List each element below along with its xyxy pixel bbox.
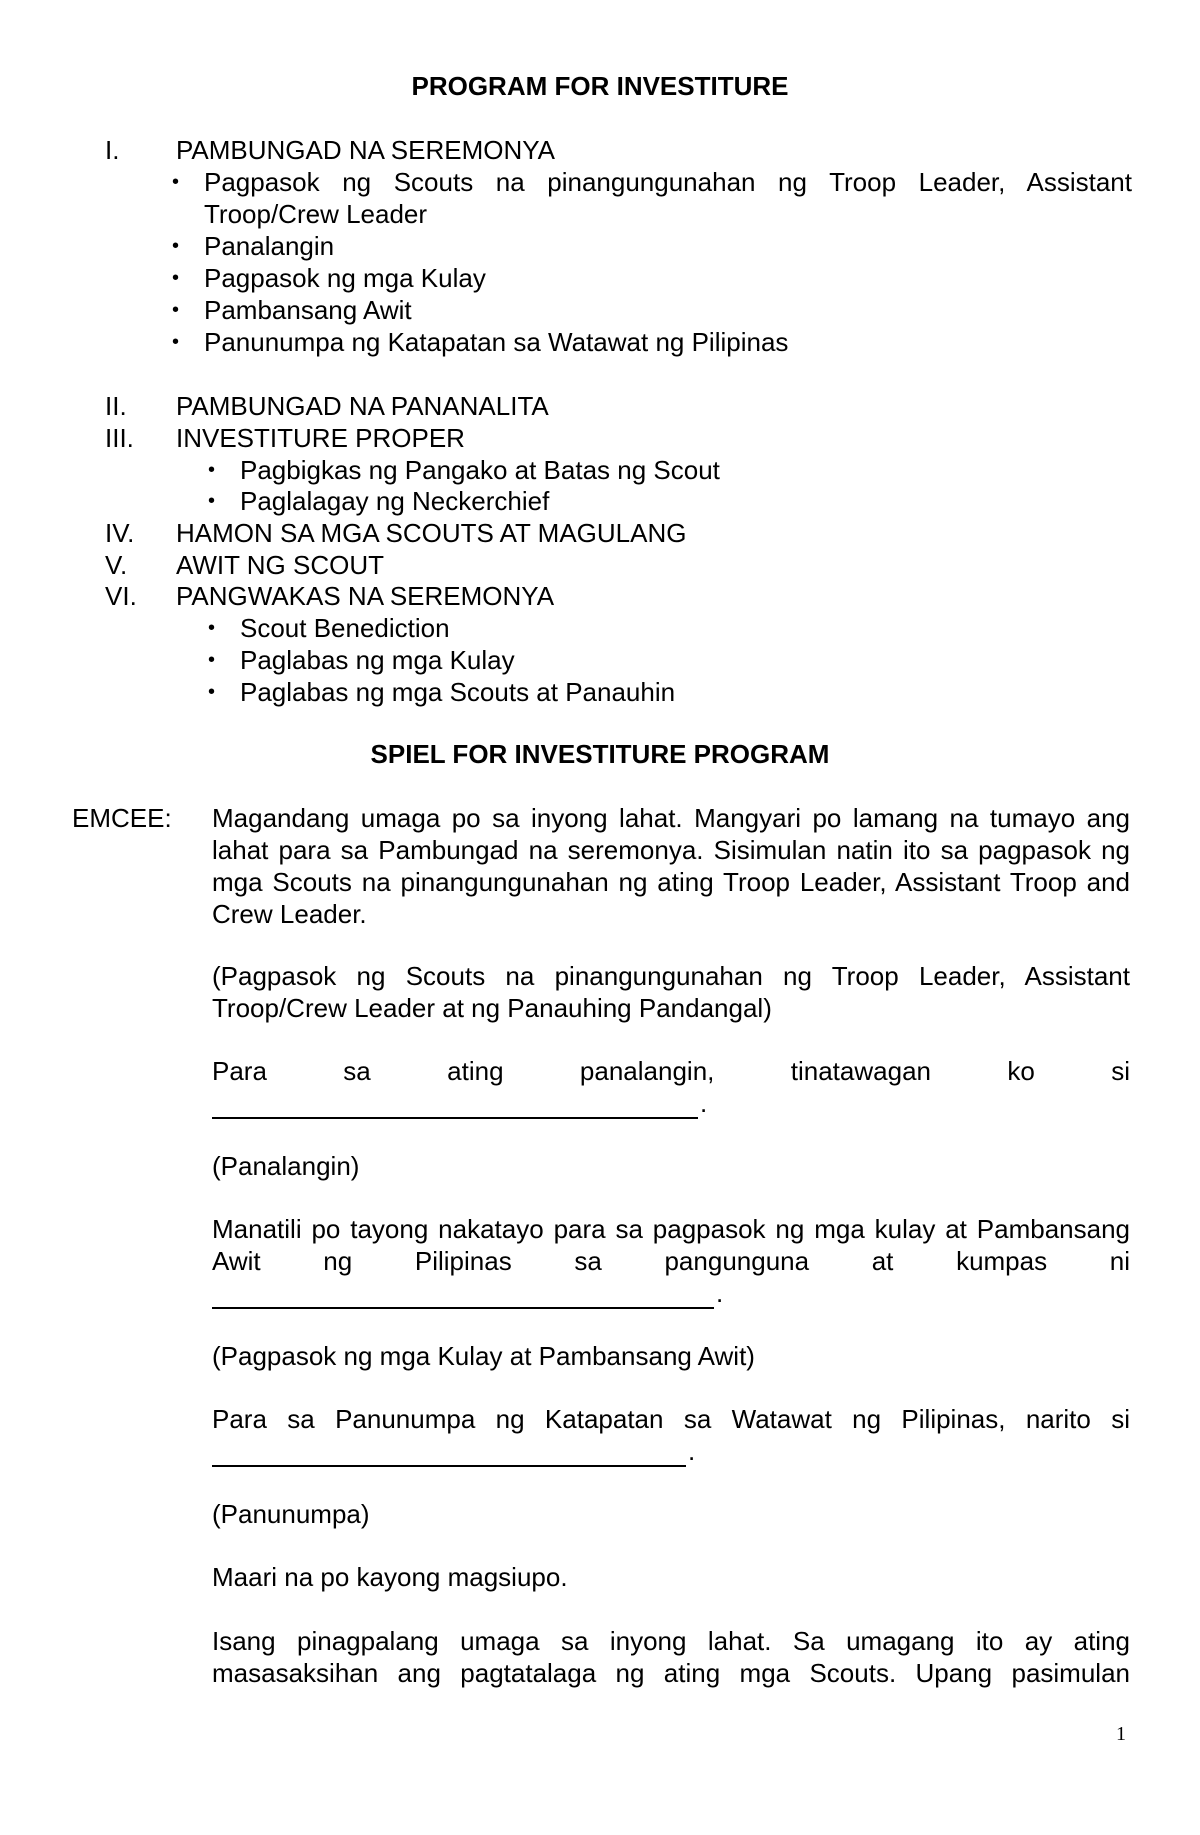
list-item-text: Pagpasok ng mga Kulay <box>204 263 486 293</box>
section-title: AWIT NG SCOUT <box>176 550 384 580</box>
blank-period: . <box>700 1088 708 1118</box>
bullet-icon: • <box>172 267 180 289</box>
section-numeral: III. <box>105 423 134 453</box>
list-item-text: Paglabas ng mga Kulay <box>240 645 515 675</box>
stage-direction: (Pagpasok ng mga Kulay at Pambansang Awit) <box>212 1341 755 1371</box>
bullet-icon: • <box>172 235 180 257</box>
spiel-title: SPIEL FOR INVESTITURE PROGRAM <box>370 739 830 769</box>
list-item <box>172 326 1132 358</box>
section-title: PAMBUNGAD NA SEREMONYA <box>176 135 555 165</box>
list-item <box>208 676 1132 708</box>
list-item <box>208 454 1132 486</box>
bullet-icon: • <box>208 649 216 671</box>
spiel-paragraph: Isang pinagpalang umaga sa inyong lahat. Sa umagang ito ay ating masasaksihan ang pagtatalaga ng ating mga Scouts. Upang pasimulan <box>212 1626 1130 1688</box>
page-number: 1 <box>1116 1723 1126 1745</box>
list-item-text: Pagpasok ng Scouts na pinangungunahan ng Troop Leader, Assistant Troop/Crew Leader <box>204 167 1132 229</box>
spiel-paragraph: Maari na po kayong magsiupo. <box>212 1562 568 1592</box>
list-item <box>172 294 1132 326</box>
list-item <box>172 166 1132 230</box>
list-item <box>172 262 1132 294</box>
bullet-icon: • <box>172 299 180 321</box>
list-item <box>172 230 1132 262</box>
spiel-paragraph: Magandang umaga po sa inyong lahat. Mangyari po lamang na tumayo ang lahat para sa Pambungad na seremonya. Sisimulan natin ito sa pagpasok ng mga Scouts na pinangungunahan ng ating Troop Leader, Assistant Troop and Crew Leader. <box>212 803 1130 929</box>
section-title: INVESTITURE PROPER <box>176 423 465 453</box>
section-title: PANGWAKAS NA SEREMONYA <box>176 581 555 611</box>
program-title: PROGRAM FOR INVESTITURE <box>411 71 789 101</box>
bullet-icon: • <box>208 490 216 512</box>
speaker-label: EMCEE: <box>72 803 172 833</box>
section-numeral: II. <box>105 391 127 421</box>
list-item <box>208 485 1132 517</box>
blank-period: . <box>716 1278 724 1308</box>
section-numeral: VI. <box>105 581 137 611</box>
section-title: HAMON SA MGA SCOUTS AT MAGULANG <box>176 518 687 548</box>
list-item <box>208 644 1132 676</box>
section-numeral: IV. <box>105 518 135 548</box>
bullet-icon: • <box>208 617 216 639</box>
stage-direction: (Pagpasok ng Scouts na pinangungunahan ng Troop Leader, Assistant Troop/Crew Leader at ng Panauhing Pandangal) <box>212 961 1130 1023</box>
list-item-text: Paglabas ng mga Scouts at Panauhin <box>240 677 676 707</box>
spiel-paragraph: Para sa ating panalangin, tinatawagan ko si <box>212 1056 1130 1086</box>
bullet-icon: • <box>208 459 216 481</box>
name-blank <box>212 1087 707 1119</box>
section-numeral: I. <box>105 135 120 165</box>
bullet-icon: • <box>172 331 180 353</box>
section-title: PAMBUNGAD NA PANANALITA <box>176 391 549 421</box>
stage-direction: (Panunumpa) <box>212 1499 370 1529</box>
list-item-text: Scout Benediction <box>240 613 450 643</box>
list-item-text: Panalangin <box>204 231 335 261</box>
blank-period: . <box>688 1436 696 1466</box>
list-item-text: Pagbigkas ng Pangako at Batas ng Scout <box>240 455 720 485</box>
bullet-icon: • <box>172 171 180 193</box>
section-numeral: V. <box>105 550 128 580</box>
bullet-icon: • <box>208 681 216 703</box>
name-blank <box>212 1277 723 1309</box>
list-item-text: Paglalagay ng Neckerchief <box>240 486 550 516</box>
list-item-text: Panunumpa ng Katapatan sa Watawat ng Pilipinas <box>204 327 789 357</box>
spiel-paragraph: Manatili po tayong nakatayo para sa pagpasok ng mga kulay at Pambansang Awit ng Pilipinas sa pangunguna at kumpas ni <box>212 1214 1130 1276</box>
list-item <box>208 612 1132 644</box>
spiel-paragraph: Para sa Panunumpa ng Katapatan sa Watawat ng Pilipinas, narito si <box>212 1404 1130 1434</box>
stage-direction: (Panalangin) <box>212 1151 360 1181</box>
list-item-text: Pambansang Awit <box>204 295 412 325</box>
name-blank <box>212 1435 695 1467</box>
